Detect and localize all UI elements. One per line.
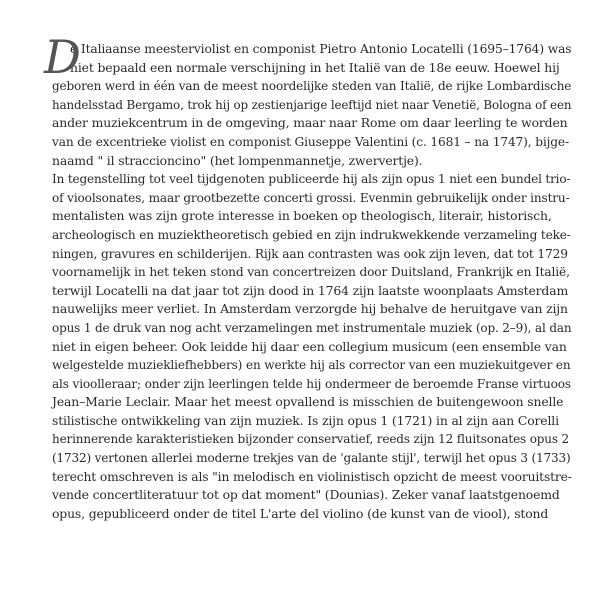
text-line: niet bepaald een normale verschijning in het Italië van de 18e eeuw. Hoewel hij xyxy=(70,59,560,75)
text-line: terwijl Locatelli na dat jaar tot zijn dood in 1764 zijn laatste woonplaats Amsterdam xyxy=(52,282,569,298)
text-line: terecht omschreven is als "in melodisch en violinistisch opzicht de meest vooruitstre- xyxy=(52,469,572,484)
text-line: ander muziekcentrum in de omgeving, maar naar Rome om daar leerling te worden xyxy=(52,115,568,131)
text-line: mentalisten was zijn grote interesse in boeken op theologisch, literair, historisch, xyxy=(52,208,552,224)
paragraph-1 xyxy=(52,40,572,170)
text-line: archeologisch en muziektheoretisch gebied en zijn indrukwekkende verzameling teke- xyxy=(52,227,571,242)
text-line: stilistische ontwikkeling van zijn muziek. Is zijn opus 1 (1721) in al zijn aan Corelli xyxy=(52,412,559,428)
text-line: Jean–Marie Leclair. Maar het meest opvallend is misschien de buitengewoon snelle xyxy=(52,394,564,410)
text-line: van de excentrieke violist en componist Giuseppe Valentini (c. 1681 – na 1747), bijge- xyxy=(52,134,569,149)
text-line: handelsstad Bergamo, trok hij op zestienjarige leeftijd niet naar Venetië, Bologna of een xyxy=(52,97,572,112)
text-line: naamd " il straccioncino" (het lompenmannetje, zwervertje). xyxy=(52,152,423,168)
paragraph-2 xyxy=(52,170,572,523)
text-line: of vioolsonates, maar grootbezette concerti grossi. Evenmin gebruikelijk onder instru- xyxy=(52,190,570,205)
drop-cap: D xyxy=(44,30,81,84)
text-line: herinnerende karakteristieken bijzonder conservatief, reeds zijn 12 fluitsonates opus 2 xyxy=(52,432,570,447)
text-line: welgestelde muziekliefhebbers) en werkte hij als corrector van een muziekuitgever en xyxy=(52,358,571,373)
text-line: opus 1 de druk van nog acht verzamelingen met instrumentale muziek (op. 2–9), al dan xyxy=(52,320,572,335)
text-line: nauwelijks meer verliet. In Amsterdam verzorgde hij behalve de heruitgave van zijn xyxy=(52,301,568,317)
text-line: e Italiaanse meesterviolist en componist Pietro Antonio Locatelli (1695–1764) was xyxy=(70,42,572,56)
text-line: geboren werd in één van de meest noordelijke steden van Italië, de rijke Lombardische xyxy=(52,79,572,94)
text-line: In tegenstelling tot veel tijdgenoten publiceerde hij als zijn opus 1 niet een bundel trio- xyxy=(52,172,571,187)
document-body xyxy=(44,30,572,523)
text-line: niet in eigen beheer. Ook leidde hij daar een collegium musicum (een ensemble van xyxy=(52,338,567,354)
text-line: als vioolleraar; onder zijn leerlingen telde hij ondermeer de beroemde Franse virtuoos xyxy=(52,376,571,391)
text-line: opus, gepubliceerd onder de titel L'arte del violino (de kunst van de viool), stond xyxy=(52,505,549,521)
text-line: vende concertliteratuur tot op dat moment" (Dounias). Zeker vanaf laatstgenoemd xyxy=(52,487,560,503)
text-line: voornamelijk in het teken stond van concertreizen door Duitsland, Frankrijk en Italië, xyxy=(52,265,570,280)
text-line: (1732) vertonen allerlei moderne trekjes van de 'galante stijl', terwijl het opus 3 (1733) xyxy=(52,451,571,466)
text-line: ningen, gravures en schilderijen. Rijk aan contrasten was ook zijn leven, dat tot 1729 xyxy=(52,246,568,261)
